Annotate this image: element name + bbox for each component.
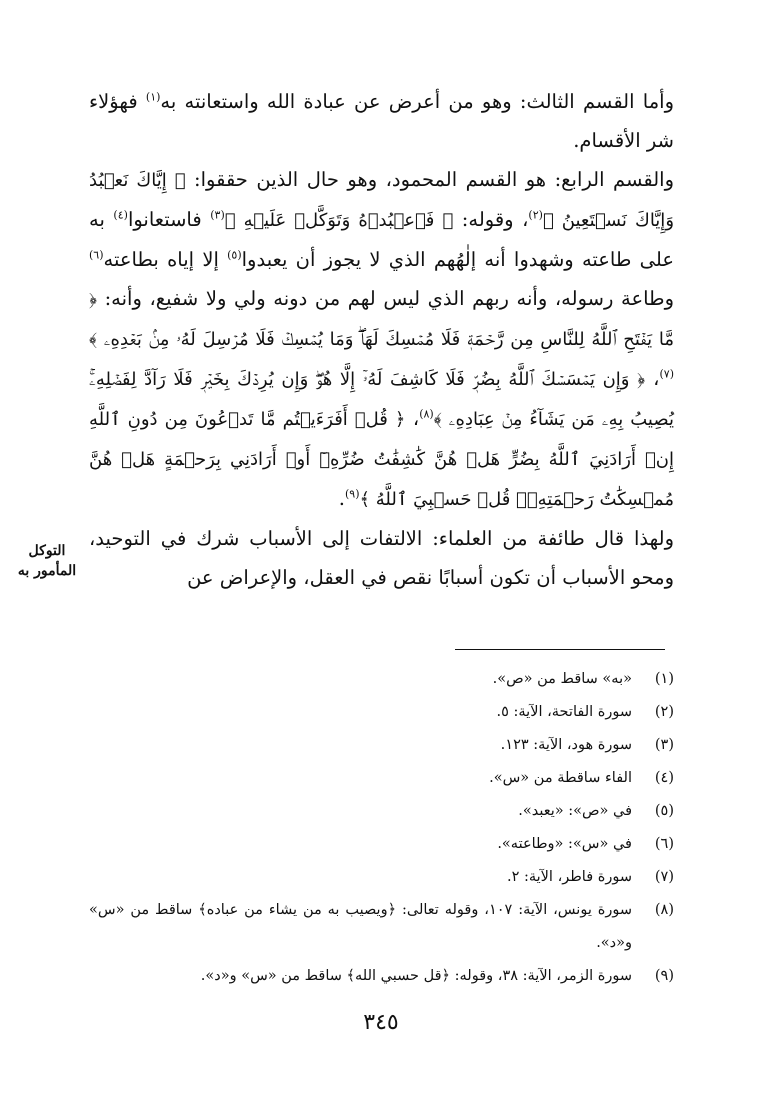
text-segment: وأما القسم الثالث: وهو من أعرض عن عبادة الله واستعانته به [160,90,674,113]
footnote-number: ( ٦ ) [632,828,674,861]
footnote-text: في «ص»: «يعبد». [518,803,632,819]
footnote-item [89,729,674,762]
footnote-number: ( ٩ ) [632,960,674,993]
footnotes [89,663,674,993]
margin-note-line-2: المأمور به [17,563,77,579]
margin-note-line-1: التوكل [28,543,66,559]
text-segment: به على طاعته وشهدوا أنه إلٰهُهم الذي لا يجوز أن يعبدوا [89,208,674,271]
footnote-item [89,894,674,960]
quran-verse: ﴿ وَإِن يَمۡسَسۡكَ ٱللَّهُ بِضُرّٖ فَلَا كَاشِفَ لَهُۥٓ إِلَّا هُوَۖ وَإِن يُرِدۡكَ بِخَيۡرٖ فَلَا رَآدَّ لِفَضۡلِهِۦۚ يُصِيبُ بِهِۦ مَن يَشَآءُ مِنۡ عِبَادِهِۦ ﴾ [89,369,674,430]
footnote-text: في «س»: «وطاعته». [497,836,632,852]
footnote-number: ( ٨ ) [632,894,674,927]
text-segment: ، وقوله: [453,208,529,231]
footnote-text: سورة يونس، الآية: ١٠٧، وقوله تعالى: ﴿ويصيب به من يشاء من عباده﴾ ساقط من «س» و«د». [89,902,633,951]
text-segment: إلا إياه بطاعته [103,248,228,271]
text-segment: ، [645,367,660,390]
footnote-item [89,960,674,993]
paragraph-3 [89,519,674,597]
quran-verse: ﴿ قُلۡ أَفَرَءَيۡتُم مَّا تَدۡعُونَ مِن دُونِ ٱللَّهِ إِنۡ أَرَادَنِيَ ٱللَّهُ بِضُرٍّ هَلۡ هُنَّ كَٰشِفَٰتُ ضُرِّهِۦٓ أَوۡ أَرَادَنِي بِرَحۡمَةٍ هَلۡ هُنَّ مُمۡسِكَٰتُ رَحۡمَتِهِۦۚ قُلۡ حَسۡبِيَ ٱللَّهُ ﴾ [89,409,674,510]
text-segment: فاستعانوا [127,208,211,231]
footnote-number: ( ٥ ) [632,795,674,828]
footnote-ref-9[interactable]: (٩) [344,487,360,501]
footnote-text: سورة هود، الآية: ١٢٣. [500,737,632,753]
text-segment: فهؤلاء شر الأقسام. [89,90,674,152]
footnote-item [89,696,674,729]
footnote-number: ( ٣ ) [632,729,674,762]
paragraph-1 [89,82,674,160]
text-segment: وطاعة رسوله، وأنه ربهم الذي ليس لهم من دونه ولي ولا شفيع، وأنه: [96,287,674,310]
footnote-item [89,663,674,696]
footnote-number: ( ٤ ) [632,762,674,795]
text-segment: والقسم الرابع: هو القسم المحمود، وهو حال الذين حققوا: [185,168,674,191]
footnote-item [89,828,674,861]
quran-verse: ﴿ فَٱعۡبُدۡهُ وَتَوَكَّلۡ عَلَيۡهِ ﴾ [224,210,454,231]
footnote-ref-6[interactable]: (٦) [89,248,104,262]
footnote-separator [455,649,665,650]
text-segment: ولهذا قال طائفة من العلماء: الالتفات إلى الأسباب شرك في التوحيد، ومحو الأسباب أن تكون أسبابًا نقص في العقل، والإعراض عن [89,527,674,589]
footnote-number: ( ٢ ) [632,696,674,729]
footnote-text: «به» ساقط من «ص». [492,671,632,687]
footnote-text: سورة الفاتحة، الآية: ٥. [496,704,632,720]
footnote-item [89,762,674,795]
footnote-item [89,861,674,894]
footnote-text: الفاء ساقطة من «س». [489,770,632,786]
footnote-ref-8[interactable]: (٨) [419,407,434,421]
margin-note [12,541,82,581]
main-text [89,82,674,597]
footnote-text: سورة فاطر، الآية: ٢. [506,869,632,885]
footnote-item [89,795,674,828]
footnote-text: سورة الزمر، الآية: ٣٨، وقوله: ﴿قل حسبي الله﴾ ساقط من «س» و«د». [200,968,632,984]
footnote-ref-2[interactable]: (٢) [528,208,543,222]
footnote-ref-4[interactable]: (٤) [113,208,128,222]
footnote-ref-3[interactable]: (٣) [210,208,225,222]
footnote-ref-1[interactable]: (١) [145,90,161,104]
footnote-number: ( ٧ ) [632,861,674,894]
page-number: ٣٤٥ [363,1010,399,1035]
quran-verse: ﴿ إِيَّاكَ نَعۡبُدُ وَإِيَّاكَ نَسۡتَعِينُ ﴾ [89,170,675,231]
paragraph-2 [89,160,674,519]
text-segment: . [338,487,345,510]
footnote-number: ( ١ ) [632,663,674,696]
footnote-ref-5[interactable]: (٥) [227,248,242,262]
quran-verse: ﴿ مَّا يَفۡتَحِ ٱللَّهُ لِلنَّاسِ مِن رَّحۡمَةٖ فَلَا مُمۡسِكَ لَهَاۖ وَمَا يُمۡسِكۡ فَلَا مُرۡسِلَ لَهُۥ مِنۢ بَعۡدِهِۦ ﴾ [89,289,674,350]
text-segment: ، [405,407,420,430]
footnote-ref-7[interactable]: (٧) [659,367,674,381]
